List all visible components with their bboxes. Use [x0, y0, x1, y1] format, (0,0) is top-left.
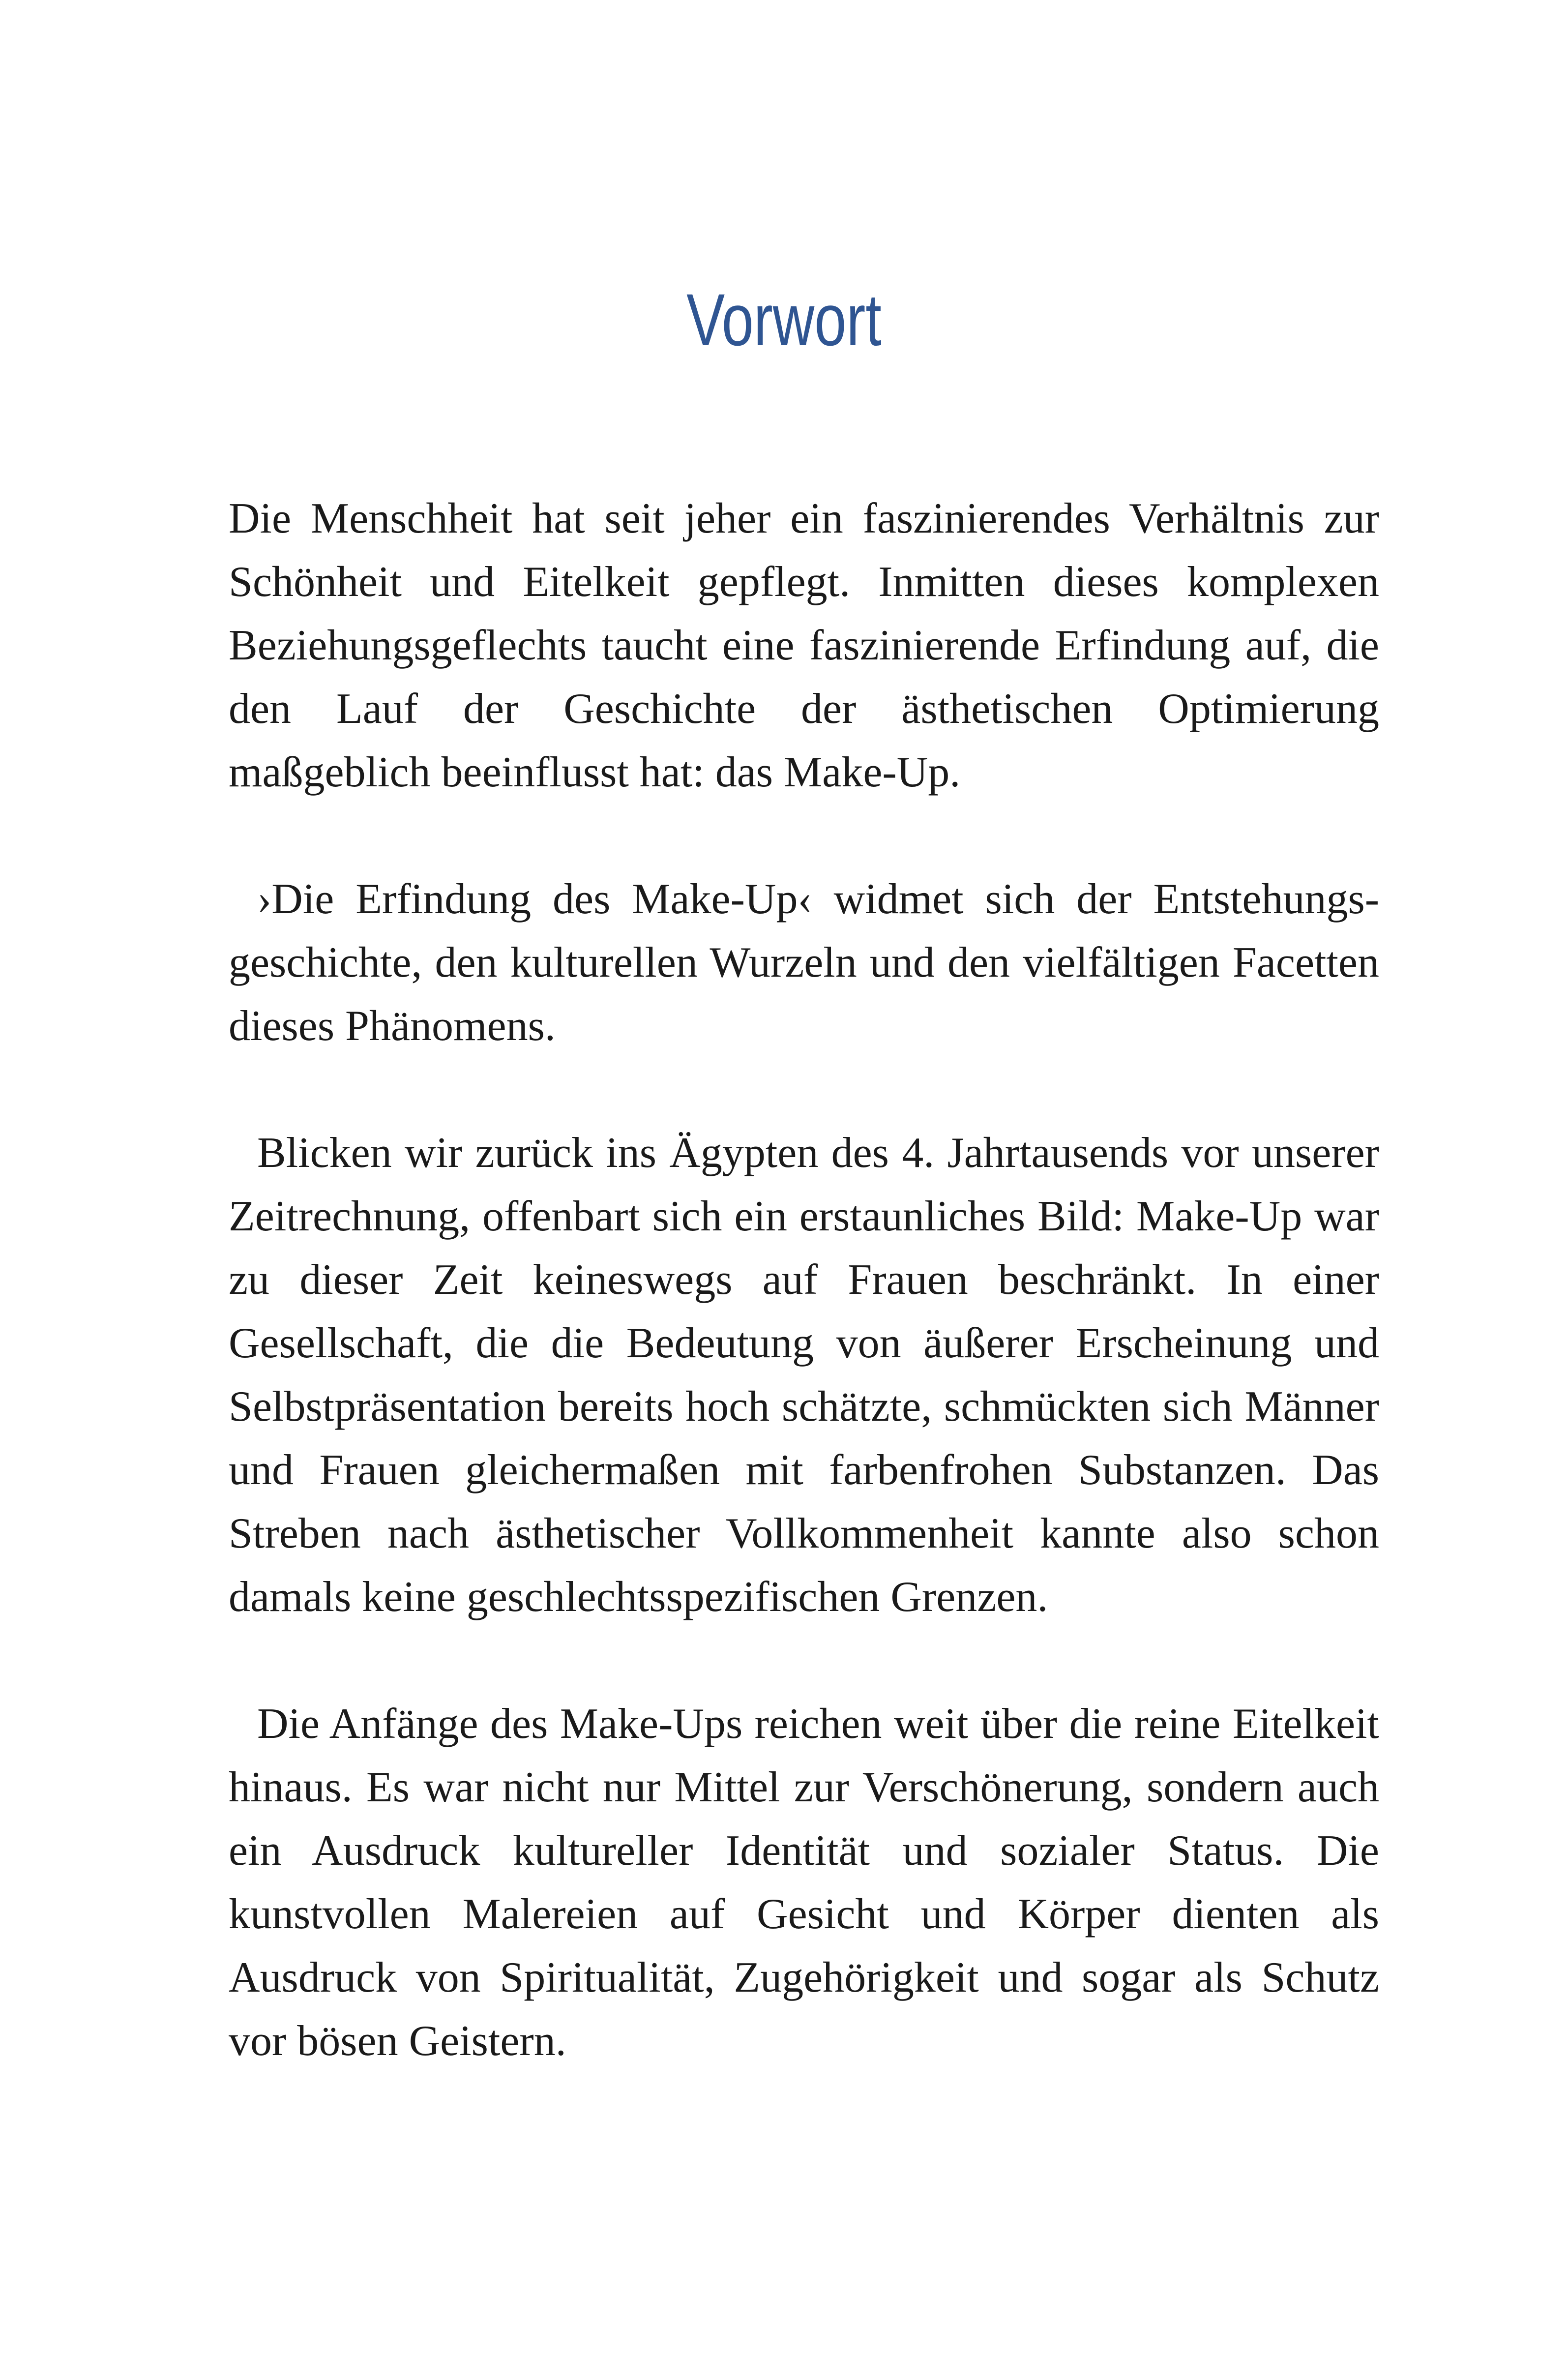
chapter-title: Vorwort	[686, 278, 882, 361]
paragraph-4: Die Anfänge des Make-Ups reichen weit über die reine Eitelkeit hinaus. Es war nicht nur Mittel zur Verschönerung, sondern auch ein Ausdruck kultureller Identität und sozialer Status. Die kunstvollen Malereien auf Gesicht und Körper dienten als Ausdruck von Spiritualität, Zugehörigkeit und sogar als Schutz vor bösen Geistern.	[229, 1700, 1379, 2065]
paragraph-3: Blicken wir zurück ins Ägypten des 4. Jahrtausends vor unserer Zeitrechnung, offenbart sich ein erstaunliches Bild: Make-Up war zu dieser Zeit keineswegs auf Frauen beschränkt. In einer Gesellschaft, die die Bedeutung von äußerer Erscheinung und Selbstpräsentation bereits hoch schätzte, schmückten sich Männer und Frauen gleichermaßen mit farbenfrohen Substanzen. Das Streben nach ästhetischer Vollkommenheit kannte also schon damals keine geschlechtsspezifischen Grenzen.	[229, 1129, 1379, 1621]
body-text	[229, 487, 1379, 2136]
paragraph-1: Die Menschheit hat seit jeher ein faszinierendes Verhältnis zur Schönheit und Eitelkeit gepflegt. Inmitten dieses komplexen Beziehungsgeflechts taucht eine faszinierende Erfindung auf, die den Lauf der Geschichte der ästhetischen Optimierung maßgeblich beeinflusst hat: das Make-Up.	[229, 495, 1379, 796]
paragraph-2: ›Die Erfindung des Make-Up‹ widmet sich der Entstehungsgeschichte, den kulturellen Wurzeln und den vielfältigen Facetten dieses Phänomens.	[229, 875, 1379, 1050]
